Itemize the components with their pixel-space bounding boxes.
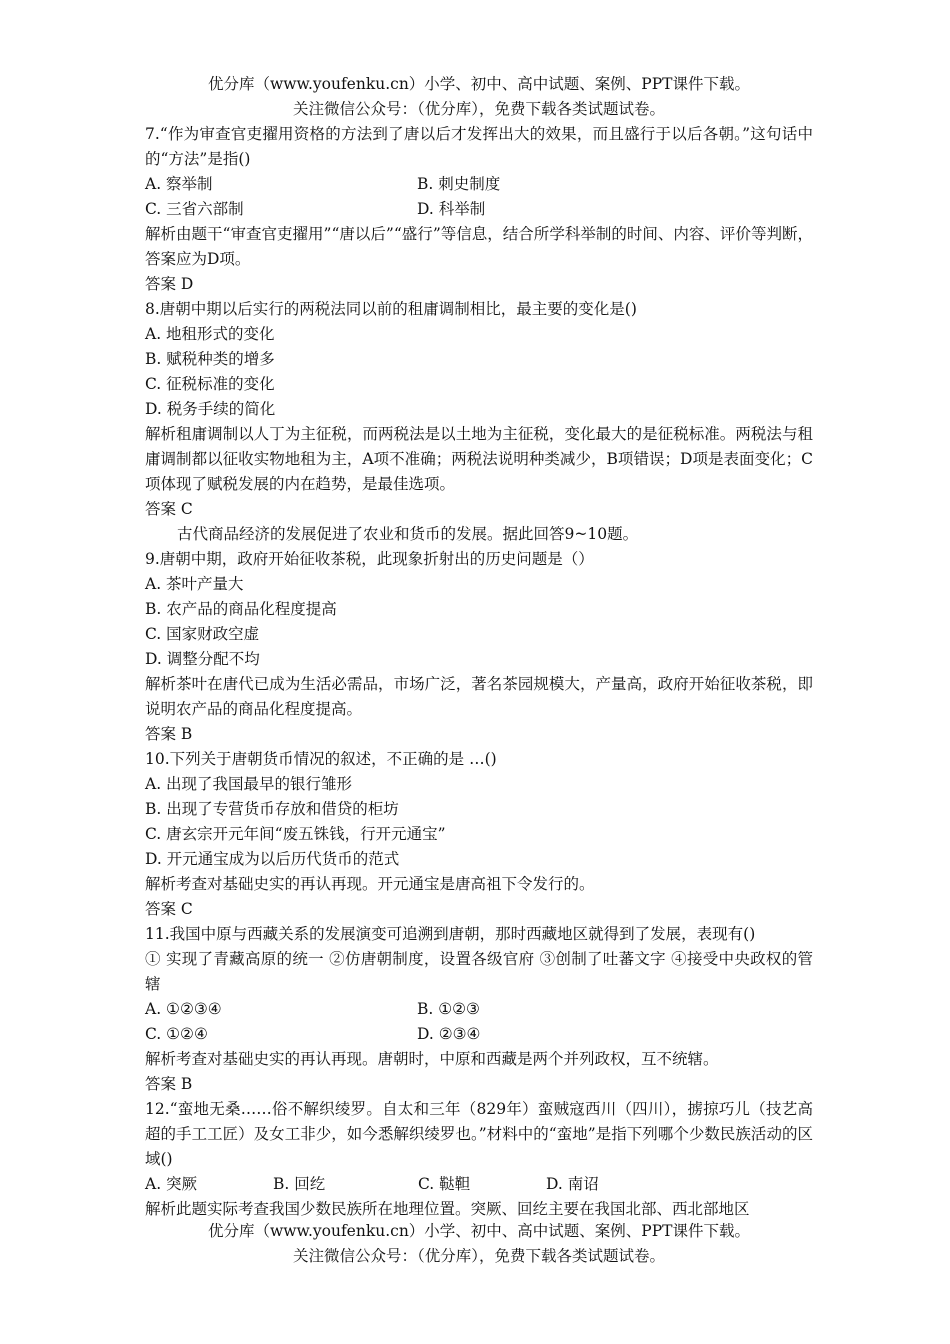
question-11-items: ① 实现了青藏高原的统一 ②仿唐朝制度，设置各级官府 ③创制了吐蕃文字 ④接受中央政权的管辖: [145, 950, 813, 993]
question-7-options-row-1: [145, 172, 813, 197]
question-12-stem: 12.“蛮地无桑……俗不解织绫罗。自太和三年（829年）蛮贼寇西川（四川），掳掠巧儿（技艺高超的手工工匠）及女工非少，如今悉解织绫罗也。”材料中的“蛮地”是指下列哪个少数民族活动的区域(): [145, 1100, 813, 1168]
question-9-analysis: 解析茶叶在唐代已成为生活必需品，市场广泛，著名茶园规模大，产量高，政府开始征收茶税，即说明农产品的商品化程度提高。: [145, 675, 813, 718]
option-d: D. 税务手续的简化: [145, 400, 276, 418]
option-d: D. 南诏: [546, 1175, 599, 1193]
question-11-options-row-1: [145, 997, 813, 1022]
question-10-analysis: 解析考查对基础史实的再认再现。开元通宝是唐高祖下令发行的。: [145, 875, 595, 893]
question-11-options-row-2: [145, 1022, 813, 1047]
option-c: C. ①②④: [145, 1025, 208, 1043]
question-9-stem: 9.唐朝中期，政府开始征收茶税，此现象折射出的历史问题是（）: [145, 550, 594, 568]
question-9-answer: 答案 B: [145, 725, 193, 743]
option-a: A. 地租形式的变化: [145, 325, 275, 343]
option-c: C. 三省六部制: [145, 200, 244, 218]
option-d: D. ②③④: [417, 1025, 481, 1043]
option-b: B. ①②③: [417, 1000, 480, 1018]
intro-9-10: 古代商品经济的发展促进了农业和货币的发展。据此回答9~10题。: [177, 525, 639, 543]
option-c: C. 征税标准的变化: [145, 375, 275, 393]
page-footer: [145, 1219, 813, 1269]
option-d: D. 开元通宝成为以后历代货币的范式: [145, 850, 400, 868]
option-a: A. 出现了我国最早的银行雏形: [145, 775, 353, 793]
option-a: A. 突厥: [145, 1175, 198, 1193]
option-a: A. 茶叶产量大: [145, 575, 244, 593]
page-header: [145, 72, 813, 122]
question-12-options: [145, 1172, 813, 1197]
question-8-stem: 8.唐朝中期以后实行的两税法同以前的租庸调制相比，最主要的变化是(): [145, 300, 637, 318]
question-11-stem: 11.我国中原与西藏关系的发展演变可追溯到唐朝，那时西藏地区就得到了发展，表现有(): [145, 925, 756, 943]
footer-line-2: 关注微信公众号：（优分库），免费下载各类试题试卷。: [292, 1247, 665, 1265]
option-d: D. 调整分配不均: [145, 650, 260, 668]
footer-line-1: 优分库（www.youfenku.cn）小学、初中、高中试题、案例、PPT课件下载。: [207, 1222, 751, 1240]
question-7-stem: 7.“作为审查官吏擢用资格的方法到了唐以后才发挥出大的效果，而且盛行于以后各朝。”这句话中的“方法”是指(): [145, 125, 813, 168]
option-a: A. ①②③④: [145, 1000, 222, 1018]
question-7-answer: 答案 D: [145, 275, 194, 293]
header-line-1: 优分库（www.youfenku.cn）小学、初中、高中试题、案例、PPT课件下载。: [207, 75, 751, 93]
header-line-2: 关注微信公众号：（优分库），免费下载各类试题试卷。: [292, 100, 665, 118]
question-8-analysis: 解析租庸调制以人丁为主征税，而两税法是以土地为主征税，变化最大的是征税标准。两税法与租庸调制都以征收实物地租为主，A项不准确；两税法说明种类减少，B项错误；D项是表面变化；C项体现了赋税发展的内在趋势，是最佳选项。: [145, 425, 813, 493]
question-11-answer: 答案 B: [145, 1075, 193, 1093]
question-10-stem: 10.下列关于唐朝货币情况的叙述，不正确的是 …(): [145, 750, 497, 768]
question-7-options-row-2: [145, 197, 813, 222]
option-d: D. 科举制: [417, 200, 486, 218]
question-7-analysis: 解析由题干“审查官吏擢用”“唐以后”“盛行”等信息，结合所学科举制的时间、内容、评价等判断，答案应为D项。: [145, 225, 813, 268]
document-page: [145, 72, 813, 1222]
option-c: C. 国家财政空虚: [145, 625, 260, 643]
option-b: B. 出现了专营货币存放和借贷的柜坊: [145, 800, 399, 818]
option-b: B. 赋税种类的增多: [145, 350, 275, 368]
question-11-analysis: 解析考查对基础史实的再认再现。唐朝时，中原和西藏是两个并列政权，互不统辖。: [145, 1050, 719, 1068]
option-b: B. 回纥: [273, 1175, 326, 1193]
option-a: A. 察举制: [145, 175, 213, 193]
option-c: C. 鞑靼: [418, 1175, 471, 1193]
option-c: C. 唐玄宗开元年间“废五铢钱，行开元通宝”: [145, 825, 446, 843]
question-10-answer: 答案 C: [145, 900, 193, 918]
option-b: B. 刺史制度: [417, 175, 501, 193]
option-b: B. 农产品的商品化程度提高: [145, 600, 337, 618]
question-8-answer: 答案 C: [145, 500, 193, 518]
question-12-analysis: 解析此题实际考查我国少数民族所在地理位置。突厥、回纥主要在我国北部、西北部地区: [145, 1200, 750, 1218]
